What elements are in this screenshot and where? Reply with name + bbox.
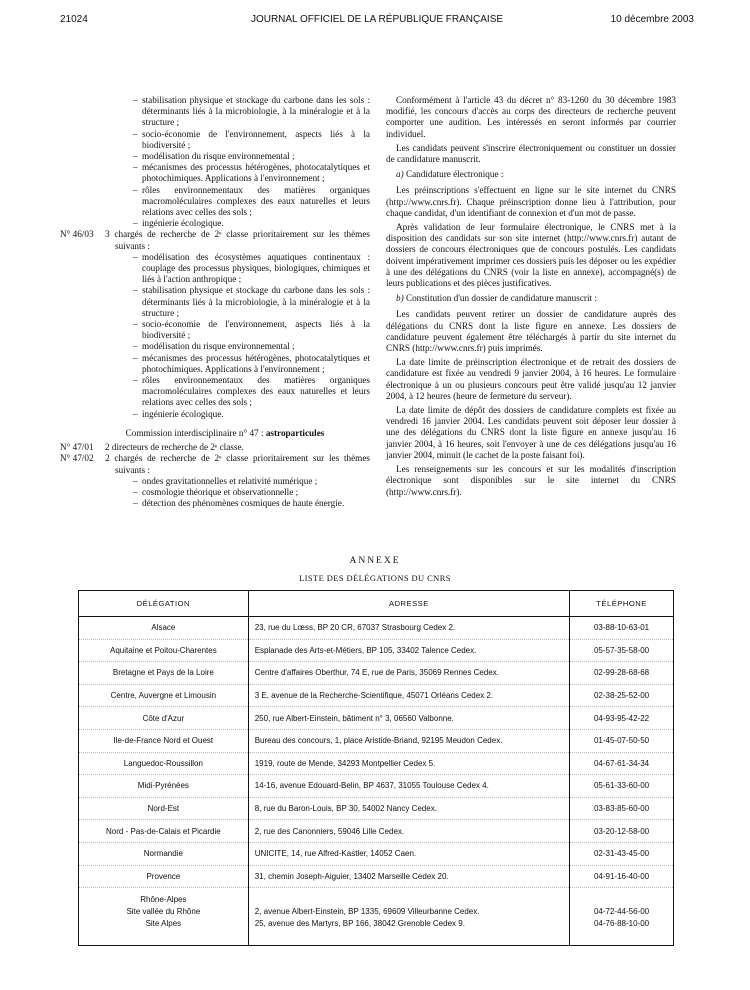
- subsection-a-heading: [386, 169, 676, 180]
- list-item: – modélisation du risque environnemental ;: [125, 151, 370, 162]
- subsection-b-heading: [386, 293, 676, 304]
- paragraph: La date limite de dépôt des dossiers de candidature complets est fixée au vendredi 16 janvier 2004. Les candidats peuvent soit déposer leur dossier à une des délégations du CNRS dont la liste figure en annexe jusqu'au 16 janvier 2004, à 16 heures, soit l'envoyer à une de ces délégations jusqu'au 16 janvier 2004, minuit (le cachet de la poste faisant foi).: [386, 405, 676, 460]
- phone-cell: 02-31-43-45-00: [570, 842, 674, 865]
- commission-prefix: Commission interdisciplinaire n° 47 :: [125, 427, 266, 438]
- column-header-adresse: ADRESSE: [248, 591, 569, 617]
- list-item: – cosmologie théorique et observationnelle ;: [125, 487, 370, 498]
- post-47-01: [60, 442, 370, 453]
- delegation-cell: Languedoc-Roussillon: [79, 752, 249, 775]
- address-cell: 3 E, avenue de la Recherche-Scientifique, 45071 Orléans Cedex 2.: [248, 684, 569, 707]
- paragraph: Les candidats peuvent s'inscrire électroniquement ou constituer un dossier de candidature manuscrit.: [386, 142, 676, 165]
- table-row: [79, 797, 674, 820]
- delegation-site: Site vallée du Rhône: [126, 907, 201, 917]
- post-46-03: [60, 229, 370, 251]
- phone-cell: [570, 888, 674, 946]
- phone-line: 04-72-44-56-00: [593, 907, 650, 917]
- subsection-text: Candidature électronique :: [403, 169, 504, 180]
- table-row: [79, 775, 674, 798]
- column-header-delegation: DÉLÉGATION: [79, 591, 249, 617]
- list-item: – stabilisation physique et stockage du carbone dans les sols : déterminants liés à la microbiologie, à la minéralogie et à la structure ;: [125, 95, 370, 129]
- theme-list-2: [80, 252, 370, 420]
- phone-cell: 03-83-85-60-00: [570, 797, 674, 820]
- phone-cell: 01-45-07-50-50: [570, 729, 674, 752]
- address-cell: Esplanade des Arts-et-Métiers, BP 105, 33402 Talence Cedex.: [248, 639, 569, 662]
- address-cell: 250, rue Albert-Einstein, bâtiment n° 3, 06560 Valbonne.: [248, 707, 569, 730]
- delegation-cell: Côte d'Azur: [79, 707, 249, 730]
- address-line: 25, avenue des Martyrs, BP 166, 38042 Grenoble Cedex 9.: [254, 919, 465, 929]
- journal-title: JOURNAL OFFICIEL DE LA RÉPUBLIQUE FRANÇAISE: [250, 14, 504, 25]
- post-47-02: [60, 453, 370, 475]
- subsection-text: Constitution d'un dossier de candidature manuscrit :: [403, 293, 597, 304]
- paragraph: Les préinscriptions s'effectuent en ligne sur le site internet du CNRS (http://www.cnrs.fr). Chaque préinscription donne lieu à l'attribution, pour chaque candidat, d'un identifiant de connexion et d'un mot de passe.: [386, 185, 676, 218]
- delegation-cell: Midi-Pyrénées: [79, 775, 249, 798]
- delegation-cell: Normandie: [79, 842, 249, 865]
- delegation-site: Site Alpes: [145, 919, 182, 929]
- phone-cell: 05-61-33-60-00: [570, 775, 674, 798]
- table-row: [79, 684, 674, 707]
- list-item: – rôles environnementaux des matières organiques macromoléculaires complexes des eaux naturelles et leurs relations avec celles des sols ;: [125, 375, 370, 409]
- paragraph: Conformément à l'article 43 du décret n° 83-1260 du 30 décembre 1983 modifié, les concours d'accès au corps des directeurs de recherche peuvent comporter une audition. Les intéressés en seront informés par courrier individuel.: [386, 95, 676, 139]
- address-cell: [248, 888, 569, 946]
- subsection-label: a): [396, 169, 404, 180]
- address-cell: 31, chemin Joseph-Aiguier, 13402 Marseille Cedex 20.: [248, 865, 569, 888]
- table-row: [79, 842, 674, 865]
- list-item: – modélisation du risque environnemental ;: [125, 341, 370, 352]
- annexe-subtitle: LISTE DES DÉLÉGATIONS DU CNRS: [299, 573, 451, 583]
- list-item: – stabilisation physique et stockage du carbone dans les sols : déterminants liés à la microbiologie, à la minéralogie et à la structure ;: [125, 285, 370, 319]
- commission-name: astroparticules: [265, 427, 325, 438]
- page-number: 21024: [60, 14, 88, 25]
- list-item: – ondes gravitationnelles et relativité numérique ;: [125, 476, 370, 487]
- table-row: [79, 707, 674, 730]
- table-row: [79, 865, 674, 888]
- paragraph: Les renseignements sur les concours et sur les modalités d'inscription électronique sont disponibles sur le site internet du CNRS (http://www.cnrs.fr).: [386, 464, 676, 497]
- phone-cell: 04-93-95-42-22: [570, 707, 674, 730]
- address-cell: Centre d'affaires Oberthur, 74 E, rue de Paris, 35069 Rennes Cedex.: [248, 662, 569, 685]
- theme-list-3: [80, 476, 370, 510]
- publication-date: 10 décembre 2003: [610, 14, 694, 25]
- address-cell: 8, rue du Baron-Louis, BP 30, 54002 Nancy Cedex.: [248, 797, 569, 820]
- paragraph: La date limite de préinscription électronique et de retrait des dossiers de candidature est fixée au vendredi 9 janvier 2004, à 16 heures. Le formulaire électronique à un ou plusieurs concours peut être validé jusqu'au 12 janvier 2004, à 12 heures (heure de fermeture du serveur).: [386, 357, 676, 401]
- page-header: [60, 14, 694, 30]
- phone-cell: 02-99-28-68-68: [570, 662, 674, 685]
- paragraph: Après validation de leur formulaire électronique, le CNRS met à la disposition des candidats sur son site internet (http://www.cnrs.fr) autant de dossiers de concours électroniques que de concours postulés. Les candidats doivent impérativement imprimer ces dossiers puis les déposer ou les expédier à une des délégations du CNRS (voir la liste en annexe), accompagné(s) de leurs publications et des pièces justificatives.: [386, 222, 676, 289]
- post-code: N° 47/02: [60, 453, 94, 464]
- phone-line: 04-76-88-10-00: [593, 919, 650, 929]
- table-row: [79, 662, 674, 685]
- address-cell: UNICITE, 14, rue Alfred-Kastler, 14052 Caen.: [248, 842, 569, 865]
- paragraph: Les candidats peuvent retirer un dossier de candidature auprès des délégations du CNRS dont la liste figure en annexe. Les dossiers de candidature peuvent également être téléchargés à partir du site internet du CNRS (http://www.cnrs.fr) puis imprimés.: [386, 309, 676, 354]
- address-cell: 2, rue des Canonniers, 59046 Lille Cedex.: [248, 820, 569, 843]
- address-cell: 14-16, avenue Edouard-Belin, BP 4637, 31055 Toulouse Cedex 4.: [248, 775, 569, 798]
- delegation-name: Rhône-Alpes: [140, 895, 187, 905]
- phone-cell: 04-67-61-34-34: [570, 752, 674, 775]
- table-row: [79, 617, 674, 640]
- left-column: [60, 95, 370, 509]
- list-item: – socio-économie de l'environnement, aspects liés à la biodiversité ;: [125, 319, 370, 341]
- annexe-title: ANNEXE: [349, 556, 401, 566]
- delegation-cell: Ile-de-France Nord et Ouest: [79, 729, 249, 752]
- delegation-cell: Aquitaine et Poitou-Charentes: [79, 639, 249, 662]
- table-row: [79, 639, 674, 662]
- post-code: N° 47/01: [60, 442, 94, 453]
- delegation-cell: Nord-Est: [79, 797, 249, 820]
- list-item: – modélisation des écosystèmes aquatiques continentaux : couplage des processus physiques, biologiques, chimiques et liés à l'action anthropique ;: [125, 252, 370, 286]
- delegation-cell: Nord - Pas-de-Calais et Picardie: [79, 820, 249, 843]
- address-cell: Bureau des concours, 1, place Aristide-Briand, 92195 Meudon Cedex.: [248, 729, 569, 752]
- theme-list-1: [80, 95, 370, 229]
- phone-cell: 02-38-25-52-00: [570, 684, 674, 707]
- list-item: – ingénierie écologique.: [125, 409, 370, 420]
- list-item: – ingénierie écologique.: [125, 218, 370, 229]
- table-row: [79, 820, 674, 843]
- commission-heading: [80, 428, 370, 439]
- right-column: [386, 95, 676, 501]
- delegation-cell: [79, 888, 249, 946]
- address-cell: 1919, route de Mende, 34293 Montpellier Cedex 5.: [248, 752, 569, 775]
- delegation-cell: Bretagne et Pays de la Loire: [79, 662, 249, 685]
- list-item: – socio-économie de l'environnement, aspects liés à la biodiversité ;: [125, 129, 370, 151]
- list-item: – mécanismes des processus hétérogènes, photocatalytiques et photochimiques. Applications à l'environnement ;: [125, 162, 370, 184]
- delegations-table: [78, 590, 674, 946]
- address-line: 2, avenue Albert-Einstein, BP 1335, 69609 Villeurbanne Cedex.: [254, 907, 480, 917]
- subsection-label: b): [396, 293, 404, 304]
- list-item: – détection des phénomènes cosmiques de haute énergie.: [125, 498, 370, 509]
- post-text: 3 chargés de recherche de 2ᵉ classe prioritairement sur les thèmes suivants :: [105, 229, 370, 251]
- phone-cell: 04-91-16-40-00: [570, 865, 674, 888]
- phone-cell: 03-88-10-63-01: [570, 617, 674, 640]
- column-header-telephone: TÉLÉPHONE: [570, 591, 674, 617]
- delegation-cell: Centre, Auvergne et Limousin: [79, 684, 249, 707]
- phone-cell: 05-57-35-58-00: [570, 639, 674, 662]
- post-text: 2 chargés de recherche de 2ᵉ classe prioritairement sur les thèmes suivants :: [105, 453, 370, 475]
- address-cell: 23, rue du Lœss, BP 20 CR, 67037 Strasbourg Cedex 2.: [248, 617, 569, 640]
- delegation-cell: Alsace: [79, 617, 249, 640]
- list-item: – rôles environnementaux des matières organiques macromoléculaires complexes des eaux naturelles et leurs relations avec celles des sols ;: [125, 185, 370, 219]
- post-code: N° 46/03: [60, 229, 94, 240]
- post-text: 2 directeurs de recherche de 2ᵉ classe.: [105, 442, 244, 453]
- list-item: – mécanismes des processus hétérogènes, photocatalytiques et photochimiques. Applications à l'environnement ;: [125, 353, 370, 375]
- delegation-cell: Provence: [79, 865, 249, 888]
- phone-cell: 03-20-12-58-00: [570, 820, 674, 843]
- table-row-rhone-alpes: [79, 888, 674, 946]
- table-row: [79, 752, 674, 775]
- table-row: [79, 729, 674, 752]
- table-header-row: [79, 591, 674, 617]
